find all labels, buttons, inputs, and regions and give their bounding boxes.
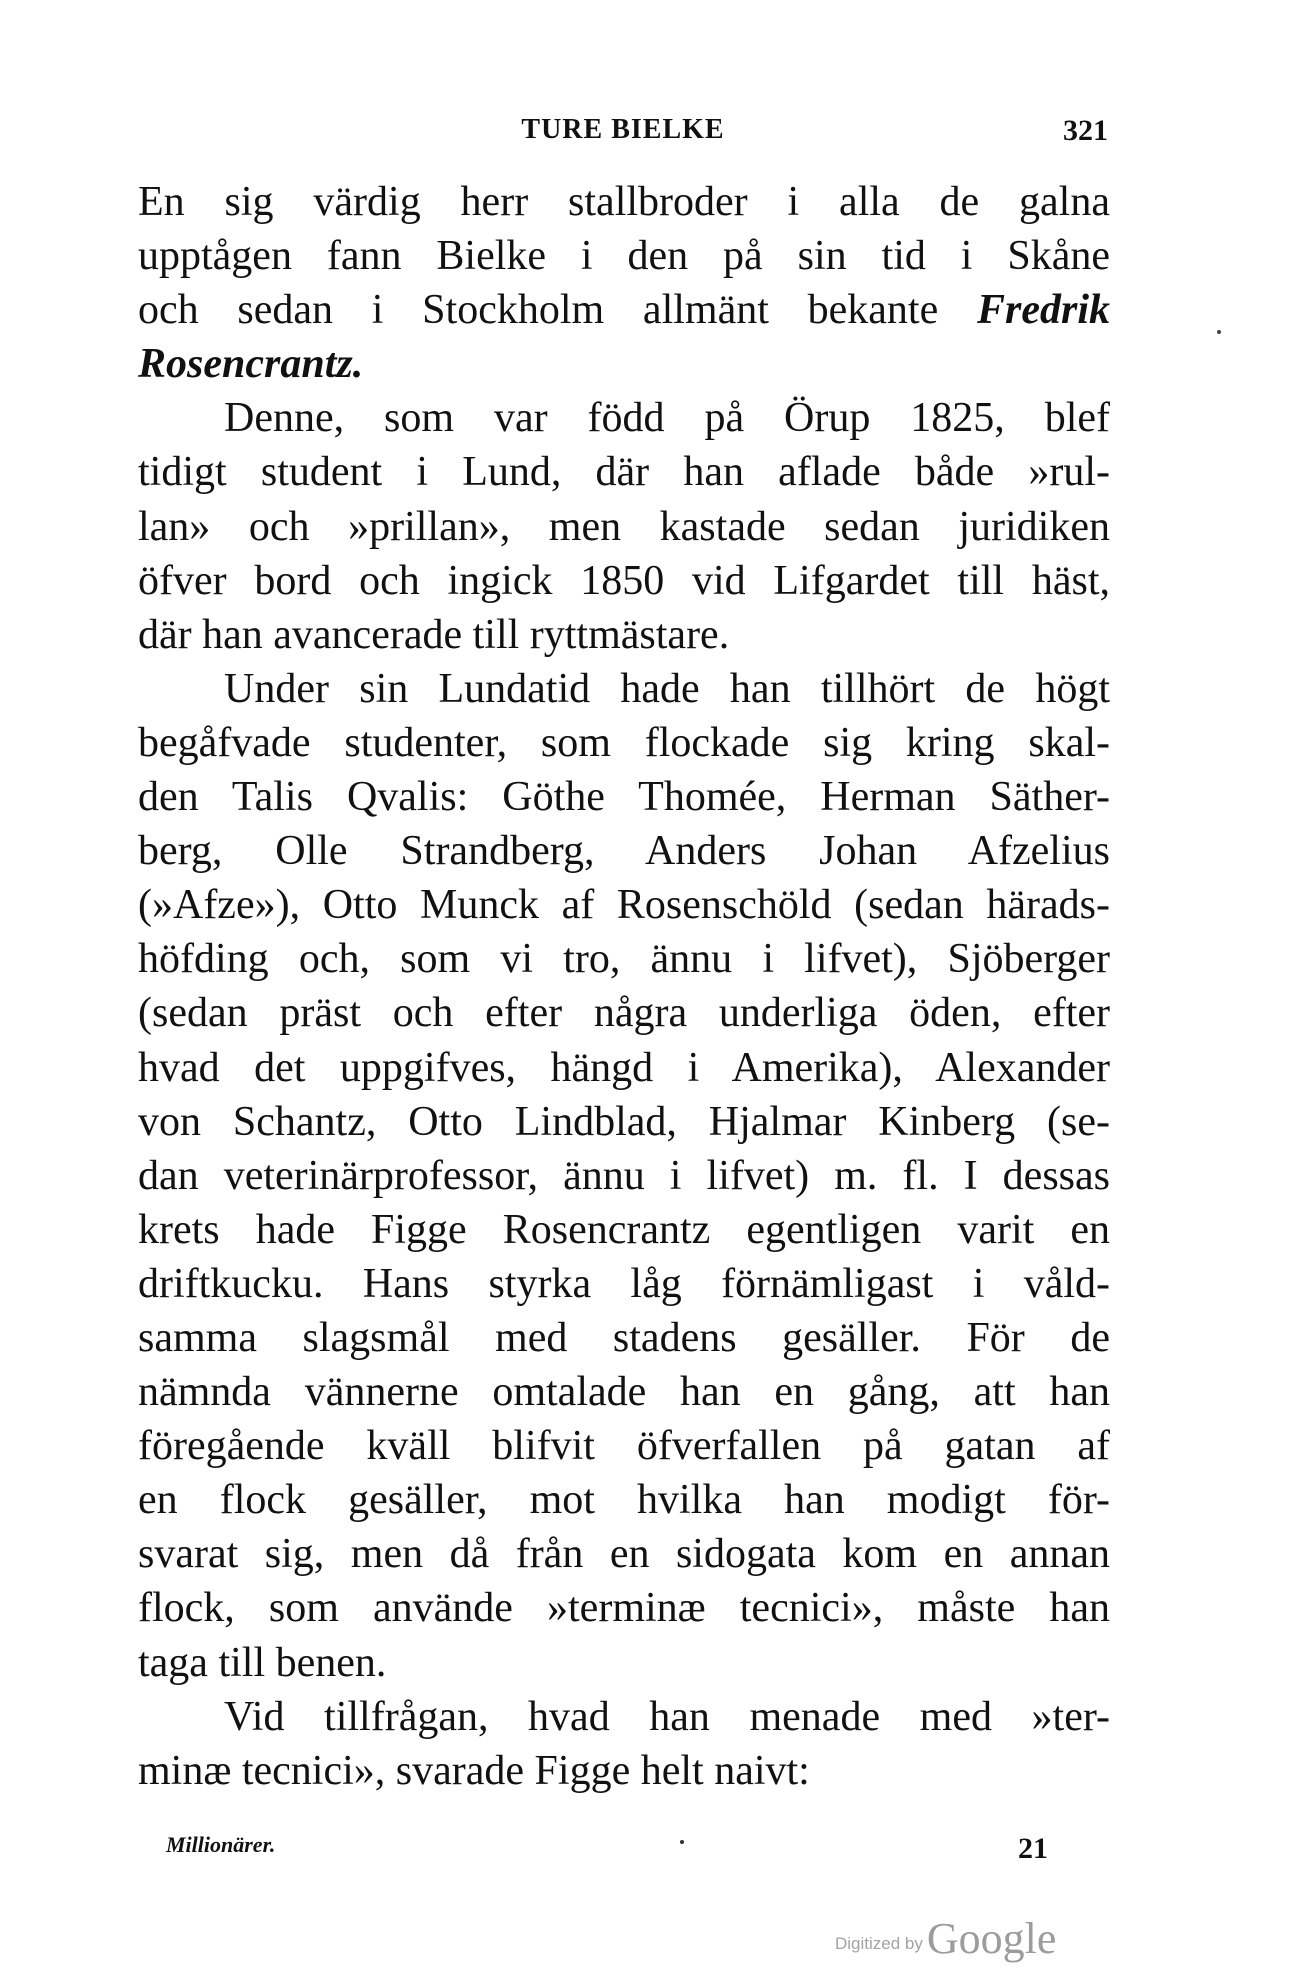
text-line: lan» och »prillan», men kastade sedan juridiken <box>138 503 1110 550</box>
margin-speck <box>1217 330 1221 334</box>
text-line: dan veterinärprofessor, ännu i lifvet) m. fl. I dessas <box>138 1152 1110 1199</box>
text-line <box>138 337 1110 391</box>
paragraph-start-line: Under sin Lundatid hade han tillhört de högt <box>224 665 1110 712</box>
text-line: höfding och, som vi tro, ännu i lifvet), Sjöberger <box>138 936 1110 983</box>
watermark-small-text: Digitized by <box>835 1934 923 1953</box>
text-line: den Talis Qvalis: Göthe Thomée, Herman Säther- <box>138 774 1110 821</box>
text-line: minæ tecnici», svarade Figge helt naivt: <box>138 1747 810 1794</box>
text-line: upptågen fann Bielke i den på sin tid i Skåne <box>138 233 1110 280</box>
text-line: En sig värdig herr stallbroder i alla de galna <box>138 179 1110 225</box>
footer-dot <box>680 1840 684 1844</box>
italic-name: Rosencrantz. <box>138 341 364 388</box>
text-line: berg, Olle Strandberg, Anders Johan Afzelius <box>138 828 1110 875</box>
text-line: krets hade Figge Rosencrantz egentligen varit en <box>138 1206 1110 1253</box>
text-line: driftkucku. Hans styrka låg förnämligast i våld- <box>138 1260 1110 1307</box>
text-line: samma slagsmål med stadens gesäller. För de <box>138 1314 1110 1361</box>
italic-name: Fredrik <box>977 287 1111 334</box>
text-fragment: och sedan i Stockholm allmänt bekante <box>138 287 939 334</box>
watermark-brand: Google <box>926 1914 1057 1963</box>
text-line: föregående kväll blifvit öfverfallen på gatan af <box>138 1423 1110 1470</box>
text-line: von Schantz, Otto Lindblad, Hjalmar Kinberg (se- <box>138 1098 1110 1145</box>
text-line: (»Afze»), Otto Munck af Rosenschöld (sedan härads- <box>138 882 1110 929</box>
body-text <box>138 175 1110 1798</box>
text-line: en flock gesäller, mot hvilka han modigt för- <box>138 1477 1110 1524</box>
text-line: öfver bord och ingick 1850 vid Lifgardet till häst, <box>138 557 1110 604</box>
text-line: svarat sig, men då från en sidogata kom en annan <box>138 1531 1110 1578</box>
running-header <box>138 114 1108 154</box>
running-title: TURE BIELKE <box>521 114 725 145</box>
signature-label: Millionärer. <box>166 1832 276 1857</box>
text-line: (sedan präst och efter några underliga öden, efter <box>138 990 1110 1037</box>
text-line: hvad det uppgifves, hängd i Amerika), Alexander <box>138 1044 1110 1091</box>
text-line: tidigt student i Lund, där han aflade både »rul- <box>138 449 1110 496</box>
digitized-watermark <box>835 1913 1056 1961</box>
text-line: där han avancerade till ryttmästare. <box>138 611 730 658</box>
text-line <box>138 283 1110 337</box>
text-line: nämnda vännerne omtalade han en gång, att han <box>138 1369 1110 1416</box>
paragraph-start-line: Denne, som var född på Örup 1825, blef <box>224 395 1110 442</box>
paragraph-start-line: Vid tillfrågan, hvad han menade med »ter- <box>224 1693 1110 1740</box>
signature-footer <box>138 1832 1110 1872</box>
text-line: flock, som använde »terminæ tecnici», måste han <box>138 1585 1110 1632</box>
text-line: begåfvade studenter, som flockade sig kring skal- <box>138 719 1110 766</box>
page-number: 321 <box>1063 114 1108 147</box>
text-line: taga till benen. <box>138 1639 387 1686</box>
signature-number: 21 <box>1018 1832 1048 1865</box>
